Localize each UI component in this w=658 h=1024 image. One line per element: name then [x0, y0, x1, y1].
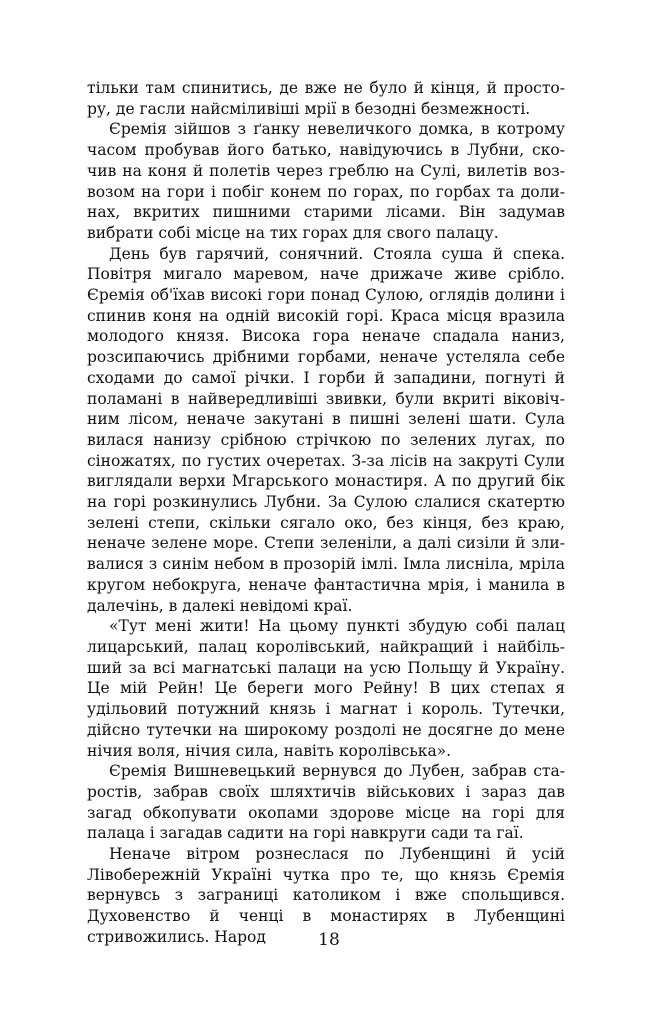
- page-number: 18: [318, 930, 340, 950]
- paragraph-3: День був гарячий, сонячний. Стояла суша й спека. Повітря мигало маревом, наче дрижаче живе срібло. Єремія об'їхав високі гори понад Сулою, оглядів долини і спинив коня на одній високій горі. Краса місця вразила молодого князя. Висока гора неначе спадала наниз, розсипаючись дрібними горбами, неначе устеляла себе сходами до самої річки. І горби й западини, погнуті й поламані в найвередливіші звивки, були вкриті віковічним лісом, неначе закутані в пишні зелені шати. Сула вилася нанизу срібною стрічкою по зелених лугах, по сіножатях, по густих очеретах. З-за лісів на закруті Сули виглядали верхи Мгарського монастиря. А по другий бік на горі розкинулись Лубни. За Сулою слалися скатертю зелені степи, скільки сягало око, без кінця, без краю, неначе зелене море. Степи зеленіли, а далі сизіли й зливалися з синім небом в прозорій імлі. Імла лисніла, мріла кругом небокруга, неначе фантастична мрія, і манила в далечінь, в далекі невідомі краї.: [87, 244, 565, 615]
- paragraph-5: Єремія Вишневецький вернувся до Лубен, забрав старостів, забрав своїх шляхтичів військових і зараз дав загад обкопувати окопами здорове місце на горі для палаца і загадав садити на горі навкруги сади та гаї.: [87, 762, 565, 843]
- paragraph-2: Єремія зійшов з ґанку невеличкого домка, в котрому часом пробував його батько, навідуючись в Лубни, скочив на коня й полетів через греблю на Сулі, вилетів возвозом на гори і побіг конем по горах, по горбах та долинах, вкритих пишними старими лісами. Він задумав вибрати собі місце на тих горах для свого палацу.: [87, 120, 565, 242]
- paragraph-6: Неначе вітром рознеслася по Лубенщині й усій Лівобережній Україні чутка про те, що князь Єремія вернувсь з заграниці католиком і вже спольщився. Духовенство й ченці в монастирях в Лубенщині стривожились. Народ: [87, 845, 565, 946]
- paragraph-4: «Тут мені жити! На цьому пункті збудую собі палац лицарський, палац королівський, найкращий і найбільший за всі магнатські палаци на усю Польщу й Україну. Це мій Рейн! Це береги мого Рейну! В цих степах я удільовий потужний князь і магнат і король. Тутечки, дійсно тутечки на широкому роздолі не досягне до мене нічия воля, нічия сила, навіть королівська».: [87, 617, 565, 760]
- paragraph-1: тільки там спинитись, де вже не було й кінця, й простору, де гасли найсміливіші мрії в безодні безмежності.: [87, 79, 565, 118]
- page-text-body: [87, 78, 565, 948]
